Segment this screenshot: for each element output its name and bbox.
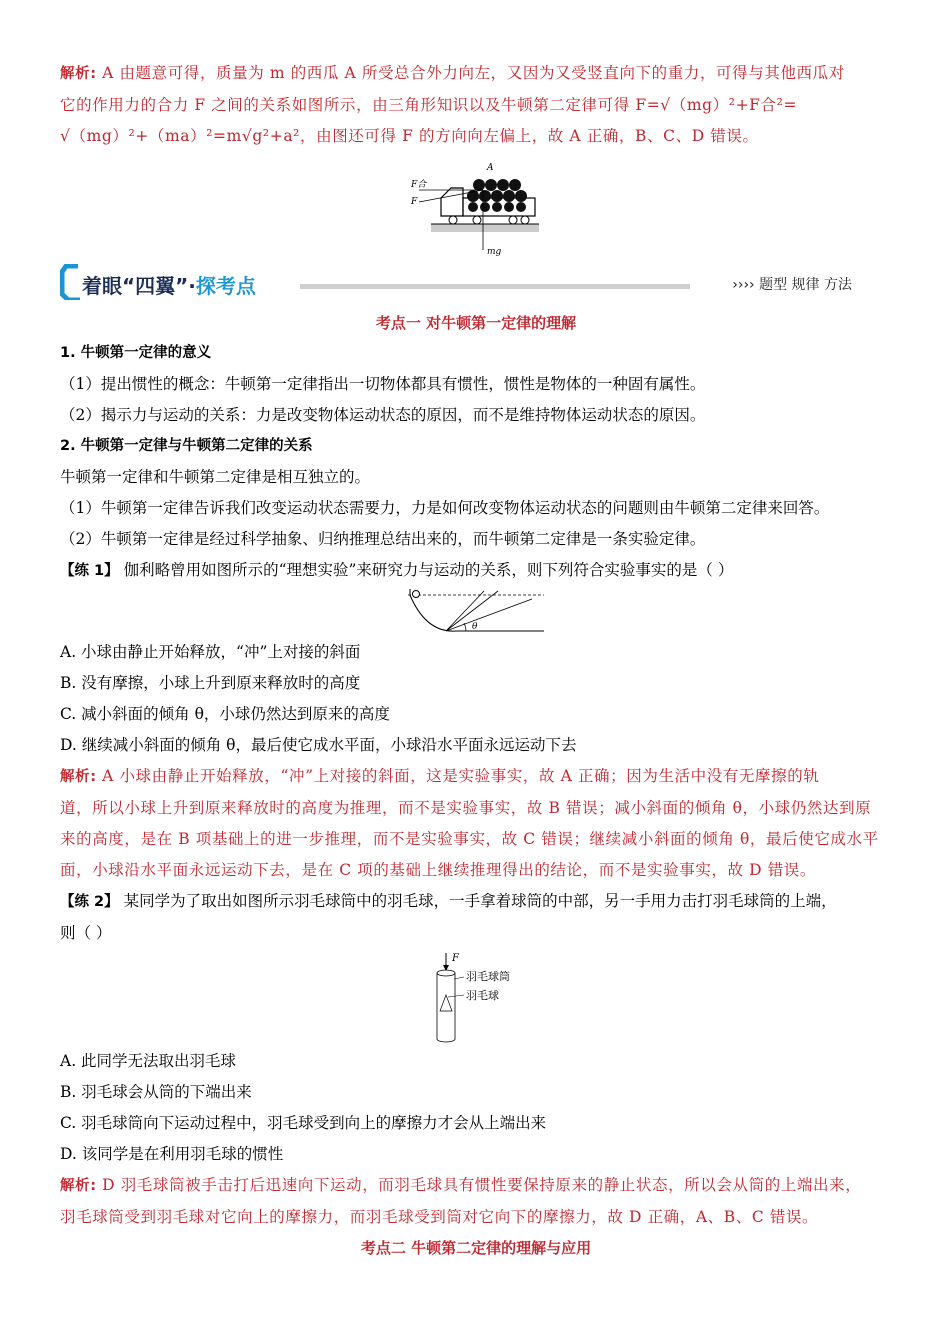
exercise-2-answer-line-2: 羽毛球筒受到羽毛球对它向上的摩擦力，而羽毛球受到筒对它向下的摩擦力，故 D 正确，A、B、C 错误。 (60, 1208, 819, 1226)
ball (413, 591, 420, 598)
exercise-2-option-c: C. 羽毛球筒向下运动过程中，羽毛球受到向上的摩擦力才会从上端出来 (60, 1114, 547, 1132)
exercise-1-option-c: C. 减小斜面的倾角 θ，小球仍然达到原来的高度 (60, 705, 390, 723)
label-mg: mg (487, 247, 502, 256)
answer-1-line-3: √（mg）²+（ma）²=m√g²+a²，由图还可得 F 的方向向左偏上，故 A 正确，B、C、D 错误。 (60, 127, 759, 145)
section-banner (60, 264, 892, 304)
ideal-experiment-diagram (406, 587, 546, 637)
watermelons (467, 179, 527, 212)
fig-label-ball: 羽毛球 (466, 989, 499, 1002)
section-1-heading: 考点一 对牛顿第一定律的理解 (375, 314, 577, 332)
label-f-he: F合 (411, 180, 427, 190)
exercise-1-option-d: D. 继续减小斜面的倾角 θ，最后使它成水平面，小球沿水平面永远运动下去 (60, 736, 577, 754)
truck-force-diagram (411, 158, 541, 256)
para-3: 牛顿第一定律和牛顿第二定律是相互独立的。 (60, 468, 371, 486)
exercise-2-option-d: D. 该同学是在利用羽毛球的惯性 (60, 1145, 284, 1163)
answer-1-line-1: 解析: A 由题意可得，质量为 m 的西瓜 A 所受总合外力向左，又因为又受竖直向下的重力，可得与其他西瓜对 (60, 64, 845, 82)
para-1: （1）提出惯性的概念：牛顿第一定律指出一切物体都具有惯性，惯性是物体的一种固有属性。 (60, 375, 706, 393)
banner-tail: ›››› 题型 规律 方法 (732, 277, 852, 293)
exercise-2-option-a: A. 此同学无法取出羽毛球 (60, 1052, 237, 1070)
page-content (60, 58, 892, 1263)
label-a: A (487, 163, 494, 173)
section-2-heading: 考点二 牛顿第二定律的理解与应用 (360, 1239, 592, 1257)
exercise-1-option-b: B. 没有摩擦，小球上升到原来释放时的高度 (60, 674, 361, 692)
truck-cab (441, 188, 463, 216)
banner-bar (300, 284, 690, 289)
answer-label: 解析: (60, 66, 97, 82)
exercise-2-stem-line-2: 则（ ） (60, 924, 112, 942)
exercise-2-answer-line-1: 解析: D 羽毛球筒被手击打后迅速向下运动，而羽毛球具有惯性要保持原来的静止状态，所以会从筒的上端出来， (60, 1176, 862, 1194)
exercise-2-option-b: B. 羽毛球会从筒的下端出来 (60, 1083, 252, 1101)
fig-label-tube: 羽毛球筒 (466, 970, 510, 983)
exercise-1-answer-line-3: 来的高度，是在 B 项基础上的进一步推理，而不是实验事实，故 C 错误；继续减小斜面的倾角 θ，最后使它成水平 (60, 830, 879, 848)
exercise-2-stem-line-1: 【练 2】 某同学为了取出如图所示羽毛球筒中的羽毛球，一手拿着球筒的中部，另一手用力击打羽毛球筒的上端， (60, 892, 837, 910)
banner-bracket-icon (60, 264, 82, 300)
theta-label: θ (472, 622, 478, 632)
ground (431, 224, 539, 232)
badminton-tube-diagram (416, 951, 536, 1046)
subheading-1: 1. 牛顿第一定律的意义 (60, 345, 212, 361)
para-2: （2）揭示力与运动的关系：力是改变物体运动状态的原因，而不是维持物体运动状态的原因。 (60, 406, 706, 424)
exercise-1-answer-line-1: 解析: A 小球由静止开始释放，“冲”上对接的斜面，这是实验事实，故 A 正确；因为生活中没有无摩擦的轨 (60, 767, 820, 785)
answer-1-line-2: 它的作用力的合力 F 之间的关系如图所示，由三角形知识以及牛顿第二定律可得 F=√（mg）²+F合²= (60, 96, 798, 114)
fig-label-f: F (452, 953, 459, 964)
exercise-1-answer-line-4: 面，小球沿水平面永远运动下去，是在 C 项的基础上继续推理得出的结论，而不是实验事实，故 D 错误。 (60, 861, 816, 879)
subheading-2: 2. 牛顿第一定律与牛顿第二定律的关系 (60, 438, 313, 454)
para-5: （2）牛顿第一定律是经过科学抽象、归纳推理总结出来的，而牛顿第二定律是一条实验定律。 (60, 530, 706, 548)
exercise-1-answer-line-2: 道，所以小球上升到原来释放时的高度为推理，而不是实验事实，故 B 错误；减小斜面的倾角 θ，小球仍然达到原 (60, 799, 872, 817)
exercise-1-option-a: A. 小球由静止开始释放，“冲”上对接的斜面 (60, 643, 361, 661)
shuttlecock-icon (440, 995, 452, 1011)
exercise-1-stem: 【练 1】 伽利略曾用如图所示的“理想实验”来研究力与运动的关系，则下列符合实验事实的是（ ） (60, 561, 734, 579)
banner-title: 着眼“四翼”·探考点 (82, 274, 256, 298)
para-4: （1）牛顿第一定律告诉我们改变运动状态需要力，力是如何改变物体运动状态的问题则由牛顿第二定律来回答。 (60, 499, 830, 517)
label-f: F (411, 197, 418, 207)
